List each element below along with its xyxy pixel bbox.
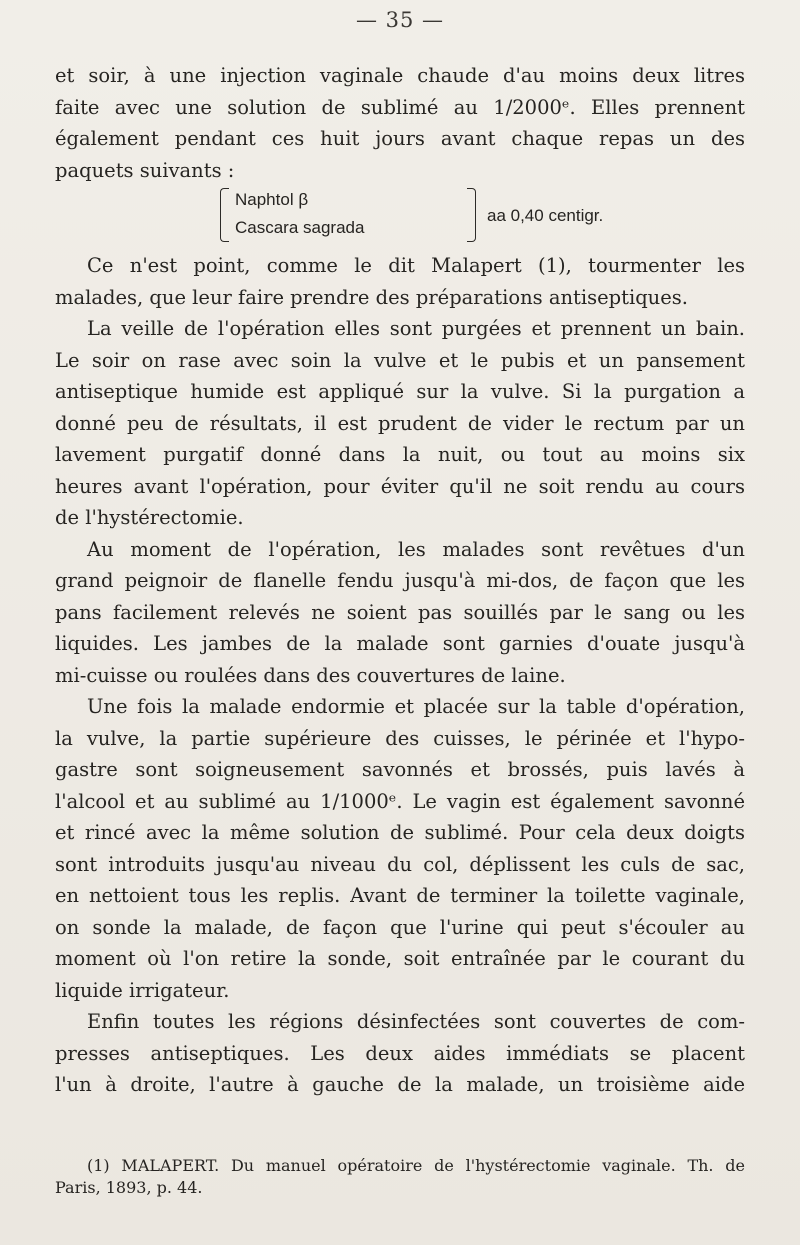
recipe-dose: aa 0,40 centigr. (487, 206, 604, 225)
text-line: et soir, à une injection vaginale chaude d'au moins deux litres (55, 64, 745, 87)
text-line: l'alcool et au sublimé au 1/1000ᵉ. Le vagin est également savonné (55, 789, 745, 813)
text-line: faite avec une solution de sublimé au 1/2000ᵉ. Elles prennent (55, 95, 745, 119)
footnote-line: Paris, 1893, p. 44. (55, 1178, 203, 1197)
text-line: liquide irrigateur. (55, 978, 230, 1002)
text-line: pans facilement relevés ne soient pas souillés par le sang ou les (55, 600, 745, 624)
text-line: Enfin toutes les régions désinfectées sont couvertes de com- (87, 1010, 745, 1033)
text-line: de l'hystérectomie. (55, 506, 244, 529)
text-line: mi-cuisse ou roulées dans des couvertures de laine. (55, 663, 566, 687)
text-line: également pendant ces huit jours avant chaque repas un des (55, 127, 745, 150)
text-line: La veille de l'opération elles sont purgées et prennent un bain. (87, 317, 745, 340)
recipe-item-cascara: Cascara sagrada (235, 218, 365, 237)
footnote-line: (1) MALAPERT. Du manuel opératoire de l'hystérectomie vaginale. Th. de (87, 1156, 745, 1175)
left-brace (220, 188, 229, 242)
text-line: lavement purgatif donné dans la nuit, ou tout au moins six (55, 443, 745, 466)
text-line: liquides. Les jambes de la malade sont garnies d'ouate jusqu'à (55, 632, 745, 655)
text-line: Ce n'est point, comme le dit Malapert (1), tourmenter les (87, 254, 745, 277)
text-line: Une fois la malade endormie et placée sur la table d'opération, (87, 695, 745, 718)
text-line: Le soir on rase avec soin la vulve et le pubis et un pansement (55, 348, 745, 372)
text-line: on sonde la malade, de façon que l'urine qui peut s'écouler au (55, 915, 745, 939)
text-line: Au moment de l'opération, les malades sont revêtues d'un (87, 537, 745, 561)
text-line: presses antiseptiques. Les deux aides immédiats se placent (55, 1041, 745, 1065)
footnote (55, 1155, 745, 1199)
text-line: en nettoient tous les replis. Avant de terminer la toilette vaginale, (55, 884, 745, 907)
text-line: sont introduits jusqu'au niveau du col, déplissent les culs de sac, (55, 852, 745, 876)
recipe-formula (55, 186, 745, 250)
text-line: donné peu de résultats, il est prudent de vider le rectum par un (55, 411, 745, 435)
text-line: antiseptique humide est appliqué sur la vulve. Si la purgation a (55, 380, 745, 403)
text-line: l'un à droite, l'autre à gauche de la malade, un troisième aide (55, 1073, 745, 1096)
right-brace (467, 188, 476, 242)
text-line: la vulve, la partie supérieure des cuisses, le périnée et l'hypo- (55, 726, 745, 750)
text-line: heures avant l'opération, pour éviter qu'il ne soit rendu au cours (55, 474, 745, 498)
text-line: moment où l'on retire la sonde, soit entraînée par le courant du (55, 947, 745, 970)
text-line: malades, que leur faire prendre des préparations antiseptiques. (55, 285, 688, 309)
text-line: et rincé avec la même solution de sublimé. Pour cela deux doigts (55, 821, 745, 844)
text-line: grand peignoir de flanelle fendu jusqu'à mi-dos, de façon que les (55, 569, 745, 592)
text-line: paquets suivants : (55, 158, 235, 182)
recipe-item-naphtol: Naphtol β (235, 190, 309, 209)
body-text (55, 60, 745, 1101)
page-number: — 35 — (355, 8, 445, 32)
text-line: gastre sont soigneusement savonnés et brossés, puis lavés à (55, 758, 745, 781)
